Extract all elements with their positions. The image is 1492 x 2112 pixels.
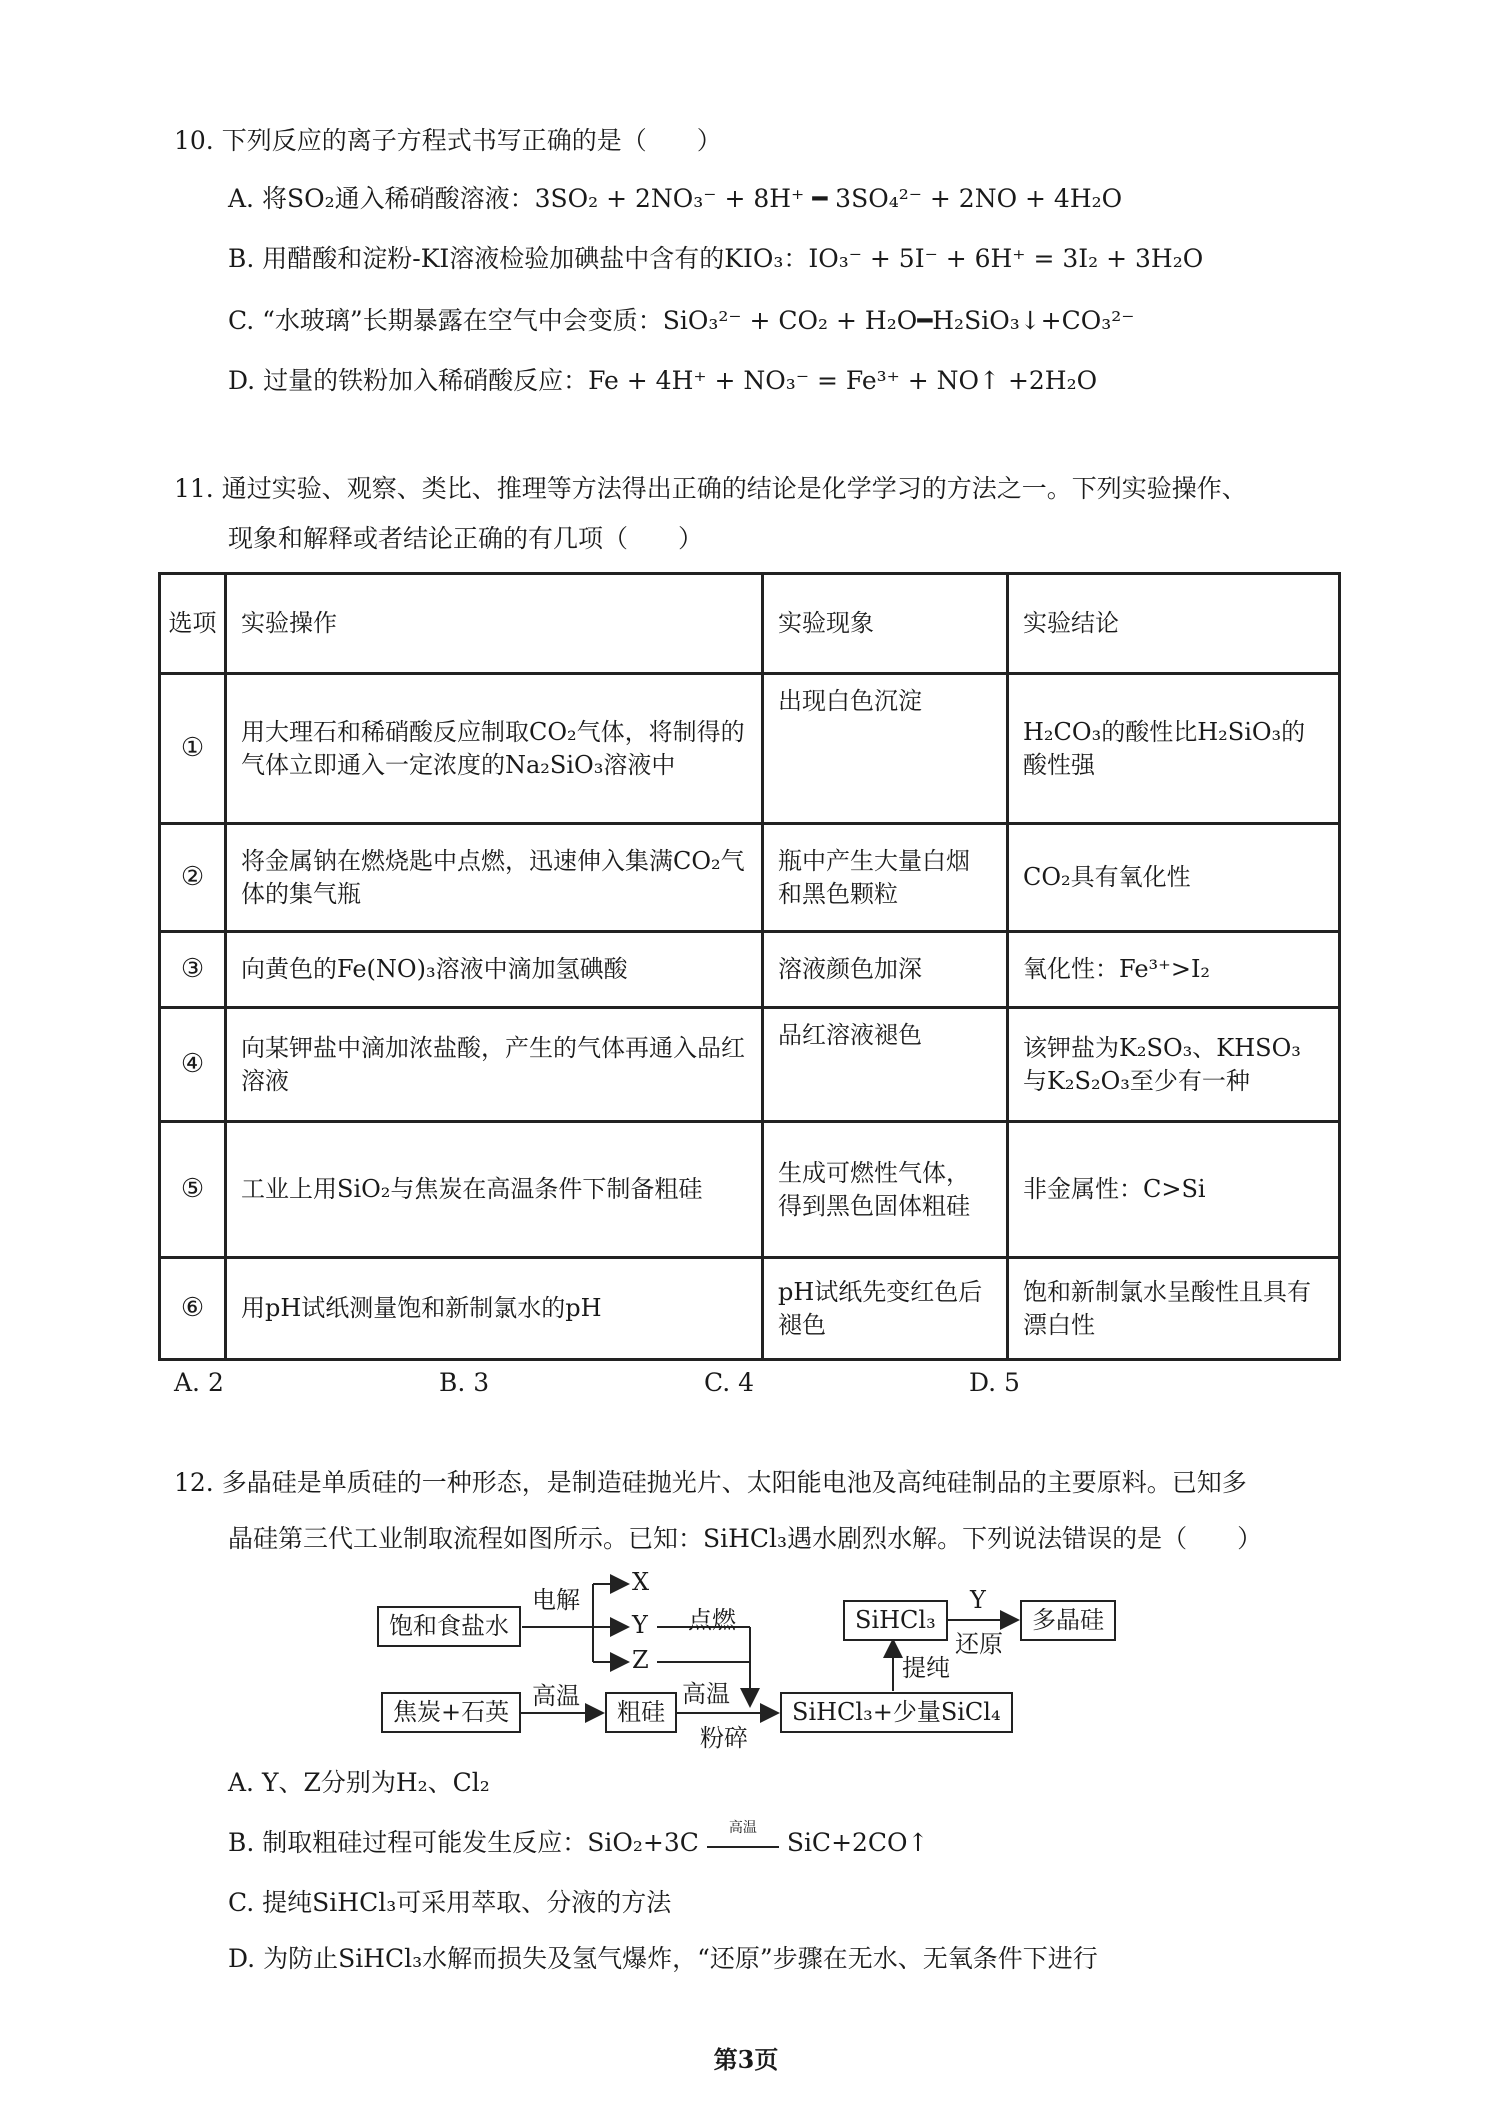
row-phenomenon: 瓶中产生大量白烟和黑色颗粒	[763, 824, 1008, 932]
row-index: ⑤	[160, 1122, 226, 1258]
q10-option-a	[228, 184, 1122, 214]
q12-stem-line2: 晶硅第三代工业制取流程如图所示。已知：SiHCl₃遇水剧烈水解。下列说法错误的是（ ）	[228, 1524, 1263, 1553]
label-crush: 粉碎	[700, 1724, 748, 1752]
q10-option-d	[228, 366, 1097, 396]
q12-option-d	[228, 1944, 1098, 1974]
box-coke-quartz: 焦炭+石英	[381, 1692, 521, 1733]
row-phenomenon: 溶液颜色加深	[763, 932, 1008, 1008]
row-conclusion: 饱和新制氯水呈酸性且具有漂白性	[1008, 1258, 1340, 1360]
row-index: ③	[160, 932, 226, 1008]
q11-stem-line1: 11. 通过实验、观察、类比、推理等方法得出正确的结论是化学学习的方法之一。下列实验操作、	[174, 474, 1247, 503]
option-letter: A.	[228, 184, 255, 213]
q12-option-c	[228, 1888, 671, 1918]
reaction-line	[707, 1846, 779, 1848]
row-operation: 用大理石和稀硝酸反应制取CO₂气体，将制得的气体立即通入一定浓度的Na₂SiO₃溶液中	[226, 674, 763, 824]
q10-option-c	[228, 306, 1134, 336]
row-index: ②	[160, 824, 226, 932]
table-row	[160, 674, 1340, 824]
box-crude-si: 粗硅	[605, 1692, 677, 1733]
row-operation: 向黄色的Fe(NO)₃溶液中滴加氢碘酸	[226, 932, 763, 1008]
row-conclusion: H₂CO₃的酸性比H₂SiO₃的酸性强	[1008, 674, 1340, 824]
q10-option-b	[228, 244, 1203, 274]
label-y-reagent: Y	[970, 1586, 986, 1614]
table-row	[160, 1258, 1340, 1360]
label-ignite: 点燃	[688, 1606, 736, 1634]
option-text-after: SiC+2CO↑	[786, 1828, 929, 1857]
header-conclusion: 实验结论	[1008, 574, 1340, 674]
row-index: ④	[160, 1008, 226, 1122]
header-phenomenon: 实验现象	[763, 574, 1008, 674]
row-index: ①	[160, 674, 226, 824]
option-letter: A.	[228, 1768, 255, 1797]
row-index: ⑥	[160, 1258, 226, 1360]
q10-stem: 10. 下列反应的离子方程式书写正确的是（ ）	[174, 126, 722, 155]
table-row	[160, 824, 1340, 932]
row-operation: 工业上用SiO₂与焦炭在高温条件下制备粗硅	[226, 1122, 763, 1258]
option-letter: D.	[228, 366, 256, 395]
header-option: 选项	[160, 574, 226, 674]
option-text: 为防止SiHCl₃水解而损失及氢气爆炸，“还原”步骤在无水、无氧条件下进行	[263, 1944, 1098, 1973]
label-high-temp-1: 高温	[532, 1682, 580, 1710]
row-phenomenon: pH试纸先变红色后褪色	[763, 1258, 1008, 1360]
choice-a: A. 2	[174, 1368, 224, 1397]
option-letter: C.	[228, 1888, 255, 1917]
reaction-condition: 高温	[728, 1819, 757, 1836]
table-row	[160, 1008, 1340, 1122]
row-conclusion: 氧化性：Fe³⁺>I₂	[1008, 932, 1340, 1008]
row-phenomenon: 生成可燃性气体，得到黑色固体粗硅	[763, 1122, 1008, 1258]
experiment-table	[158, 572, 1341, 1361]
box-poly-si: 多晶硅	[1020, 1600, 1116, 1641]
option-letter: C.	[228, 306, 255, 335]
option-letter: B.	[228, 244, 255, 273]
row-conclusion: 非金属性：C>Si	[1008, 1122, 1340, 1258]
choice-b: B. 3	[439, 1368, 490, 1397]
option-text: Y、Z分别为H₂、Cl₂	[261, 1768, 490, 1797]
label-reduce: 还原	[955, 1630, 1003, 1658]
row-conclusion: CO₂具有氧化性	[1008, 824, 1340, 932]
table-row	[160, 1122, 1340, 1258]
option-text-before: 制取粗硅过程可能发生反应：SiO₂+3C	[262, 1828, 699, 1857]
box-sihcl3: SiHCl₃	[843, 1600, 948, 1641]
row-phenomenon: 出现白色沉淀	[763, 674, 1008, 824]
table-header-row	[160, 574, 1340, 674]
header-operation: 实验操作	[226, 574, 763, 674]
row-operation: 将金属钠在燃烧匙中点燃，迅速伸入集满CO₂气体的集气瓶	[226, 824, 763, 932]
page-number: 第3页	[713, 2045, 779, 2074]
option-letter: B.	[228, 1828, 255, 1857]
choice-c: C. 4	[704, 1368, 755, 1397]
option-text: 用醋酸和淀粉-KI溶液检验加碘盐中含有的KIO₃：IO₃⁻ + 5I⁻ + 6H⁺ = 3I₂ + 3H₂O	[262, 244, 1204, 273]
reaction-condition-arrow	[707, 1819, 779, 1848]
row-operation: 用pH试纸测量饱和新制氯水的pH	[226, 1258, 763, 1360]
box-mixture: SiHCl₃+少量SiCl₄	[780, 1692, 1013, 1733]
option-text: 将SO₂通入稀硝酸溶液：3SO₂ + 2NO₃⁻ + 8H⁺ ━ 3SO₄²⁻ + 2NO + 4H₂O	[261, 184, 1123, 213]
choice-d: D. 5	[969, 1368, 1020, 1397]
option-text: 过量的铁粉加入稀硝酸反应：Fe + 4H⁺ + NO₃⁻ = Fe³⁺ + NO↑ +2H₂O	[263, 366, 1098, 395]
label-high-temp-2: 高温	[682, 1680, 730, 1708]
row-conclusion: 该钾盐为K₂SO₃、KHSO₃与K₂S₂O₃至少有一种	[1008, 1008, 1340, 1122]
q12-stem-line1: 12. 多晶硅是单质硅的一种形态，是制造硅抛光片、太阳能电池及高纯硅制品的主要原料。已知多	[174, 1468, 1247, 1497]
label-x: X	[632, 1568, 650, 1596]
row-phenomenon: 品红溶液褪色	[763, 1008, 1008, 1122]
option-text: “水玻璃”长期暴露在空气中会变质：SiO₃²⁻ + CO₂ + H₂O━H₂SiO₃↓+CO₃²⁻	[262, 306, 1135, 335]
label-z: Z	[632, 1646, 649, 1674]
q12-option-b	[228, 1819, 929, 1858]
option-letter: D.	[228, 1944, 256, 1973]
box-brine: 饱和食盐水	[377, 1606, 521, 1647]
row-operation: 向某钾盐中滴加浓盐酸，产生的气体再通入品红溶液	[226, 1008, 763, 1122]
label-y: Y	[632, 1611, 648, 1639]
label-electrolysis: 电解	[532, 1586, 580, 1614]
table-row	[160, 932, 1340, 1008]
q12-option-a	[228, 1768, 490, 1798]
q11-stem-line2: 现象和解释或者结论正确的有几项（ ）	[228, 524, 704, 553]
option-text: 提纯SiHCl₃可采用萃取、分液的方法	[262, 1888, 672, 1917]
label-purify: 提纯	[902, 1654, 950, 1682]
